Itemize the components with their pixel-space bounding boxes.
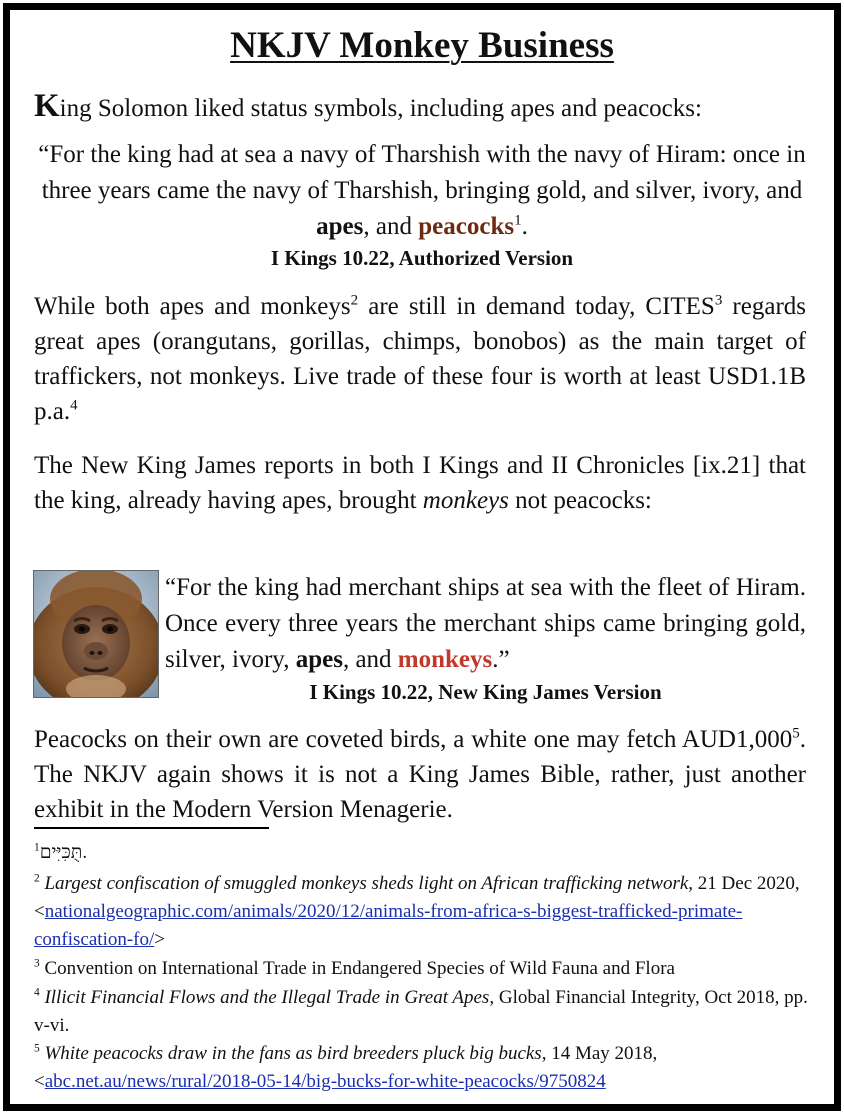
- para1-text-c: regards great apes (orangutans, gorillas, chimps, bonobos) as the main target of traffickers, not monkeys. Live trade of these four is worth at least USD1.1B p.a.: [34, 293, 806, 425]
- paragraph-peacocks: [34, 722, 806, 827]
- quote2-apes: apes: [295, 646, 343, 673]
- footnote-ref-2: 2: [350, 292, 359, 309]
- footnote-5: [34, 1040, 814, 1096]
- footnote-3: [34, 955, 814, 983]
- quote1-end: .: [521, 213, 528, 240]
- quote1-mid: , and: [363, 213, 419, 240]
- footnote-2-num: 2: [34, 872, 40, 885]
- footnote-5-rest: , 14 May 2018, <: [34, 1043, 658, 1092]
- quote-new-king-james: [165, 570, 806, 678]
- footnote-3-num: 3: [34, 957, 40, 970]
- footnote-1-num: 1: [34, 841, 40, 854]
- footnote-ref-5: 5: [792, 725, 800, 742]
- drop-cap: K: [34, 88, 60, 124]
- footnote-3-text: Convention on International Trade in Endangered Species of Wild Fauna and Flora: [39, 958, 675, 979]
- quote1-apes: apes: [316, 213, 364, 240]
- para3-text-a: Peacocks on their own are coveted birds, a white one may fetch AUD1,000: [34, 726, 793, 753]
- footnote-1: [34, 839, 814, 867]
- page-frame: [3, 3, 841, 1111]
- page-title: NKJV Monkey Business: [230, 25, 614, 66]
- para2-text-a: The New King James reports in both I Kings and II Chronicles [ix.21] that the king, already having apes, brought: [34, 452, 806, 514]
- citation-new-king-james: I Kings 10.22, New King James Version: [309, 680, 662, 704]
- paragraph-nkj: [34, 448, 806, 518]
- footnote-2: [34, 870, 814, 954]
- quote-authorized-version: [30, 137, 814, 245]
- citation-authorized-version: I Kings 10.22, Authorized Version: [270, 246, 574, 270]
- footnote-5-title: White peacocks draw in the fans as bird breeders pluck big bucks: [44, 1043, 542, 1064]
- footnote-2-title: Largest confiscation of smuggled monkeys sheds light on African trafficking network,: [44, 873, 694, 894]
- footnote-2-link[interactable]: nationalgeographic.com/animals/2020/12/animals-from-africa-s-biggest-trafficked-primate-confiscation-fo/: [34, 901, 743, 950]
- quote2-end: .”: [492, 646, 510, 673]
- para1-text-a: While both apes and monkeys: [34, 293, 351, 320]
- footnote-4-title: Illicit Financial Flows and the Illegal Trade in Great Apes: [44, 987, 490, 1008]
- quote1-peacocks: peacocks: [418, 213, 515, 240]
- footnote-5-link[interactable]: abc.net.au/news/rural/2018-05-14/big-bucks-for-white-peacocks/9750824: [44, 1071, 606, 1092]
- para1-text-b: are still in demand today, CITES: [358, 293, 715, 320]
- para2-emphasis: monkeys: [422, 487, 509, 514]
- footnote-divider: [34, 827, 269, 829]
- footnote-1-text: תֻּכִּיִּים.: [39, 842, 88, 863]
- paragraph-cites: [34, 289, 806, 429]
- quote2-monkeys: monkeys: [397, 646, 493, 673]
- footnote-4: [34, 984, 814, 1040]
- footnote-5-num: 5: [34, 1042, 40, 1055]
- para3-text-b: . The NKJV again shows it is not a King James Bible, rather, just another exhibit in the Modern Version Menagerie.: [34, 726, 806, 823]
- quote1-text: “For the king had at sea a navy of Tharshish with the navy of Hiram: once in three years came the navy of Tharshish, bringing gold, and silver, ivory, and: [38, 141, 806, 204]
- monkey-face-photo: [33, 570, 159, 698]
- intro-text: ing Solomon liked status symbols, including apes and peacocks:: [59, 95, 702, 122]
- footnote-ref-3: 3: [714, 292, 723, 309]
- intro-line: [34, 88, 702, 125]
- quote2-text: “For the king had merchant ships at sea with the fleet of Hiram. Once every three years the merchant ships came bringing gold, silver, ivory,: [165, 574, 806, 673]
- footnote-4-rest: , Global Financial Integrity, Oct 2018, pp. v-vi.: [34, 987, 808, 1036]
- para2-text-b: not peacocks:: [508, 487, 652, 514]
- quote2-mid: , and: [342, 646, 398, 673]
- footnote-ref-1: 1: [514, 212, 522, 229]
- footnote-2-close: >: [154, 929, 166, 950]
- footnote-4-num: 4: [34, 986, 40, 999]
- footnote-2-rest: 21 Dec 2020, <: [34, 873, 800, 922]
- footnote-ref-4: 4: [70, 397, 78, 414]
